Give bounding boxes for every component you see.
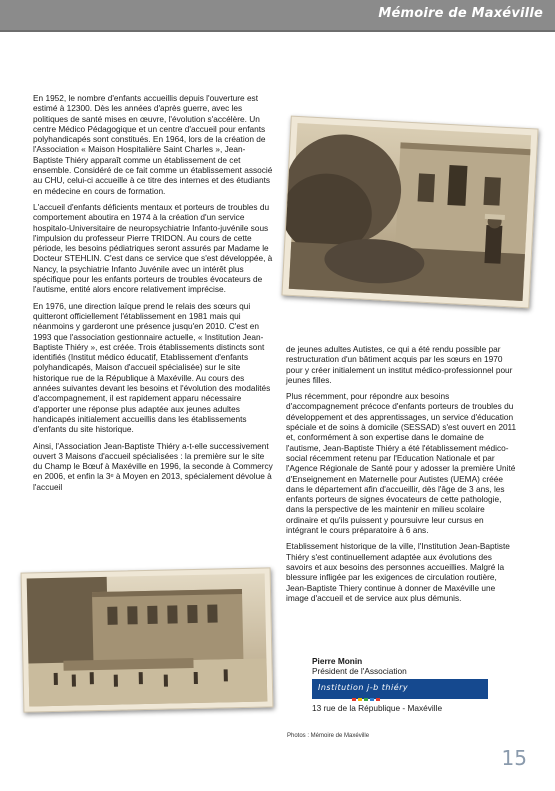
paragraph: En 1976, une direction laïque prend le relais des sœurs qui quitteront officiellement l'établissement en 1981 mais qui néanmoins y garderont une présence jusqu'en 2010. C'est en 1993 que l'association gestionnaire actuelle, « Institution Jean-Baptiste Thiéry », est créée. Trois établissements distincts sont identifiés (Institut médico éducatif, Etablissement d'enfants polyhandicapés, Maison d'accueil spécialisée) sur le site historique rue de la République à Maxéville. Au cours des années suivantes devant les besoins et l'évolution des modalités d'accompagnement, il est rapidement apparu nécessaire d'apporter une réponse plus adaptée aux jeunes adultes handicapés initialement accueillis dans les établissements d'enfants du site historique.: [33, 300, 271, 435]
header-title: Mémoire de Maxéville: [378, 6, 543, 21]
courtyard-photo-image: [22, 568, 273, 711]
logo-dots: [352, 693, 382, 703]
author-role: Président de l'Association: [312, 666, 407, 676]
page-number: 15: [501, 746, 527, 770]
left-column: [33, 93, 273, 498]
logo-text: Institution j-b thiéry: [318, 683, 409, 692]
page-header: [0, 0, 555, 32]
institution-logo: [312, 679, 488, 699]
address: 13 rue de la République - Maxéville: [312, 703, 443, 713]
paragraph: En 1952, le nombre d'enfants accueillis depuis l'ouverture est estimé à 12300. Dès les années d'après guerre, avec les politiques de santé mises en œuvre, l'évolution s'accélère. Un centre Médico Pédagogique et un centre d'accueil pour enfants polyhandicapés sont constitués. En 1964, lors de la création de l'Association « Maison Hospitalière Saint Charles », Jean-Baptiste Thiéry apparaît comme un établissement de cet ensemble. Considéré de ce fait comme un établissement associé au CHU, celui-ci accueille à ce titre des internes et des étudiants en médecine en cours de formation.: [33, 93, 273, 196]
photo-credit: Photos : Mémoire de Maxéville: [287, 733, 370, 739]
bottom-photo: [21, 567, 274, 712]
paragraph: L'accueil d'enfants déficients mentaux et porteurs de troubles du comportement aboutira en 1974 à la création d'un service hospitalo-Universitaire de neuropsychiatrie Infanto-juvénile sous l'impulsion du professeur Pierre TRIDON. Au cours de cette période, les besoins pédiatriques seront assurés par Madame le Docteur STEHLIN. C'est dans ce service que s'est développée, à Nancy, la psychiatrie Infanto Juvénile avec un intérêt plus spécifique pour les enfants porteurs de troubles évocateurs de l'autisme, entité alors encore relativement imprécise.: [33, 201, 273, 295]
paragraph: Plus récemment, pour répondre aux besoins d'accompagnement précoce d'enfants porteurs de troubles du développement et des apprentissages, un service d'éducation spéciale et de soins à domicile (SESSAD) s'est ouvert en 2011 et, conformément à son expertise dans le domaine de l'autisme, Jean-Baptiste Thiéry a été l'établissement médico-social récemment retenu par l'Education Nationale et par l'Agence Régionale de Santé pour y adosser la première Unité d'Enseignement en Maternelle pour Autistes (UEMA) créée dans le département afin d'accueillir, dès l'âge de 3 ans, les enfants porteurs de signes évocateurs de cette pathologie, dans la perspective de les maintenir en milieu scolaire ordinaire et qu'ils puissent y poursuivre leur cursus en intégrant le cours préparatoire à 6 ans.: [286, 391, 517, 536]
paragraph: Ainsi, l'Association Jean-Baptiste Thiéry a-t-elle successivement ouvert 3 Maisons d'accueil spécialisées : la première sur le site du Champ le Bœuf à Maxéville en 1996, la seconde à Commercy en 2006, et enfin la 3ᵉ à Moyen en 2013, spécialement dévolue à l'accueil: [33, 440, 273, 492]
garden-photo-image: [283, 117, 538, 308]
signature-block: [312, 656, 522, 713]
right-column: [286, 344, 518, 609]
paragraph: Etablissement historique de la ville, l'Institution Jean-Baptiste Thiéry s'est continuellement adaptée aux évolutions des savoirs et aux besoins des personnes accueillies. Malgré la blessure infligée par les exigences de circulation routière, Jean-Baptiste Thiery continue à donner de Maxéville une image d'accueil et de service aux plus démunis.: [286, 541, 510, 603]
top-photo: [281, 116, 538, 309]
paragraph: de jeunes adultes Autistes, ce qui a été rendu possible par restructuration d'un bâtiment acquis par les sœurs en 1970 pour y créer initialement un institut médico-professionnel pour jeunes filles.: [286, 344, 513, 385]
author-name: Pierre Monin: [312, 656, 363, 666]
